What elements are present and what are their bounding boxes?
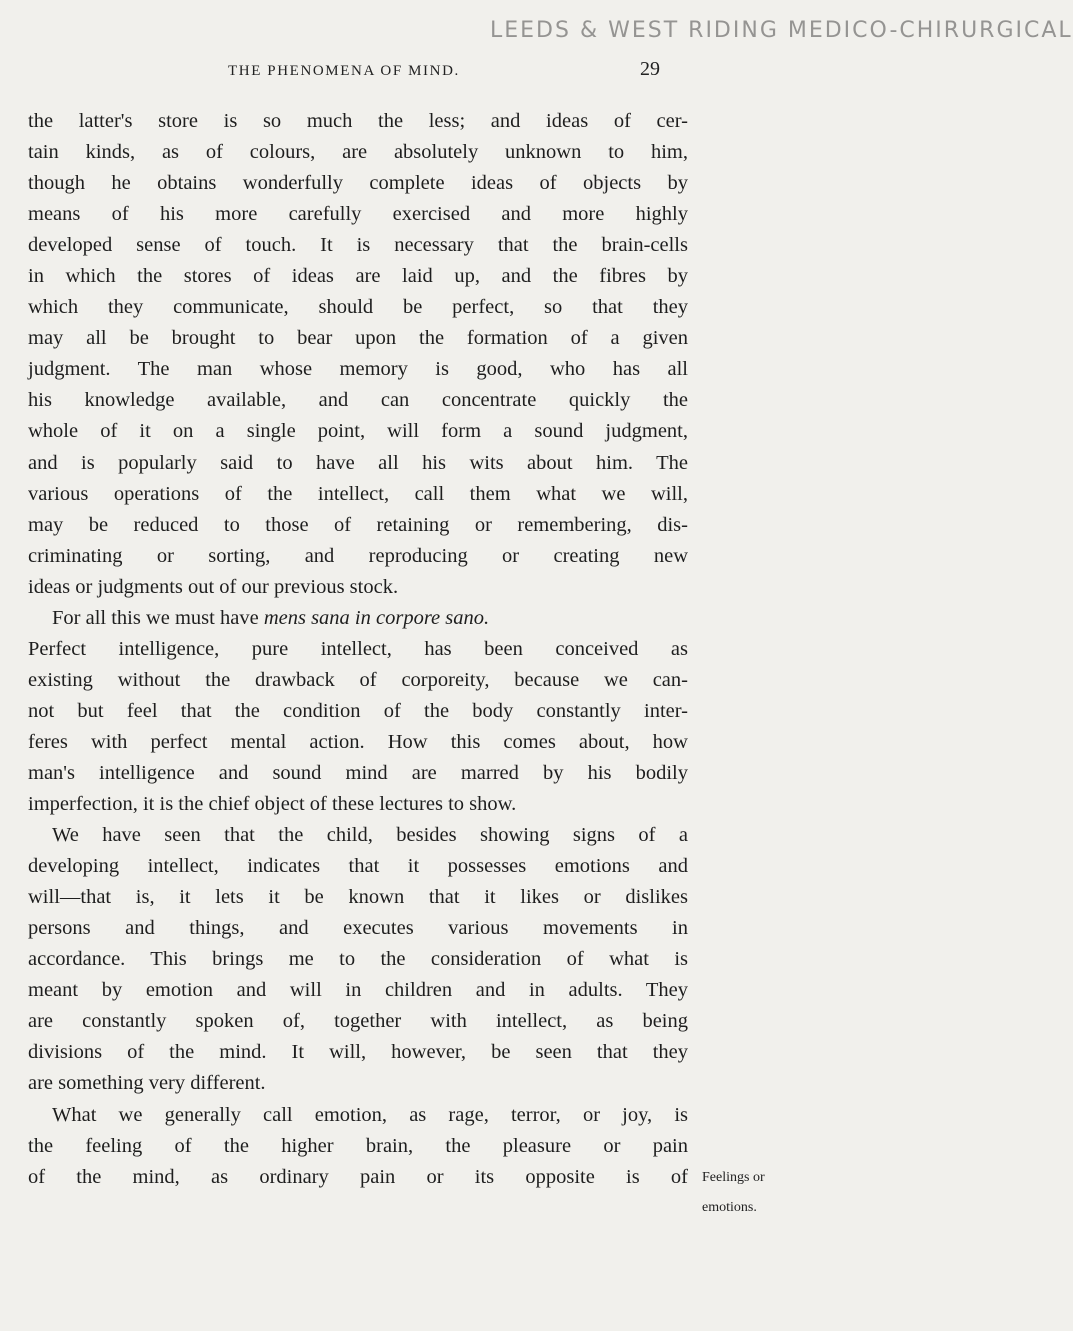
text-line: which they communicate, should be perfect, so that they — [28, 296, 688, 319]
text-line: feres with perfect mental action. How this comes about, how — [28, 730, 688, 753]
text-line: tain kinds, as of colours, are absolutely unknown to him, — [28, 141, 688, 164]
text-line: ideas or judgments out of our previous stock. — [28, 575, 399, 598]
text-line: his knowledge available, and can concentrate quickly the — [28, 389, 688, 412]
text-line: and is popularly said to have all his wits about him. The — [28, 451, 688, 474]
text-line: persons and things, and executes various movements in — [28, 917, 688, 940]
text-line: the latter's store is so much the less; and ideas of cer- — [28, 110, 688, 132]
italic-phrase: mens sana in corpore sano. — [263, 606, 490, 629]
text-line: may be reduced to those of retaining or remembering, dis- — [28, 513, 688, 536]
text-line: may all be brought to bear upon the formation of a given — [28, 327, 688, 350]
text-line: imperfection, it is the chief object of these lectures to show. — [28, 793, 517, 816]
text-line: are something very different. — [28, 1072, 266, 1095]
text-line — [28, 603, 688, 634]
text-line: criminating or sorting, and reproducing or creating new — [28, 544, 688, 567]
text-line: judgment. The man whose memory is good, who has all — [28, 358, 688, 381]
text-line: not but feel that the condition of the body constantly inter- — [28, 699, 688, 722]
text-line: meant by emotion and will in children and in adults. They — [28, 979, 688, 1002]
text-line: divisions of the mind. It will, however, be seen that they — [28, 1041, 688, 1064]
text-line: Perfect intelligence, pure intellect, has been conceived as — [28, 637, 688, 660]
text-line: of the mind, as ordinary pain or its opposite is of — [28, 1165, 688, 1188]
text-span: For all this we must have — [52, 606, 259, 629]
page-header — [228, 58, 660, 81]
text-line: in which the stores of ideas are laid up, and the fibres by — [28, 265, 688, 288]
text-line: man's intelligence and sound mind are marred by his bodily — [28, 761, 688, 784]
text-line: though he obtains wonderfully complete ideas of objects by — [28, 172, 688, 195]
text-line: various operations of the intellect, call them what we will, — [28, 482, 688, 505]
text-line: the feeling of the higher brain, the pleasure or pain — [28, 1134, 688, 1157]
margin-note-line: Feelings or — [702, 1170, 765, 1185]
text-line: What we generally call emotion, as rage, terror, or joy, is — [52, 1103, 688, 1126]
text-line: whole of it on a single point, will form a sound judgment, — [28, 420, 688, 443]
margin-note — [702, 1163, 792, 1223]
text-line: are constantly spoken of, together with intellect, as being — [28, 1010, 688, 1033]
text-line: developed sense of touch. It is necessary that the brain-cells — [28, 234, 688, 257]
library-stamp: LEEDS & WEST RIDING MEDICO-CHIRURGICAL — [490, 18, 1073, 43]
text-line: We have seen that the child, besides showing signs of a — [52, 824, 688, 847]
body-text — [28, 106, 688, 1193]
running-title: THE PHENOMENA OF MIND. — [228, 63, 460, 79]
text-line: developing intellect, indicates that it possesses emotions and — [28, 855, 688, 878]
page-number: 29 — [640, 58, 660, 80]
text-line: existing without the drawback of corporeity, because we can- — [28, 668, 688, 691]
margin-note-line: emotions. — [702, 1200, 757, 1215]
text-line: will—that is, it lets it be known that it likes or dislikes — [28, 886, 688, 909]
text-line: accordance. This brings me to the consideration of what is — [28, 948, 688, 971]
text-line: means of his more carefully exercised and more highly — [28, 203, 688, 226]
